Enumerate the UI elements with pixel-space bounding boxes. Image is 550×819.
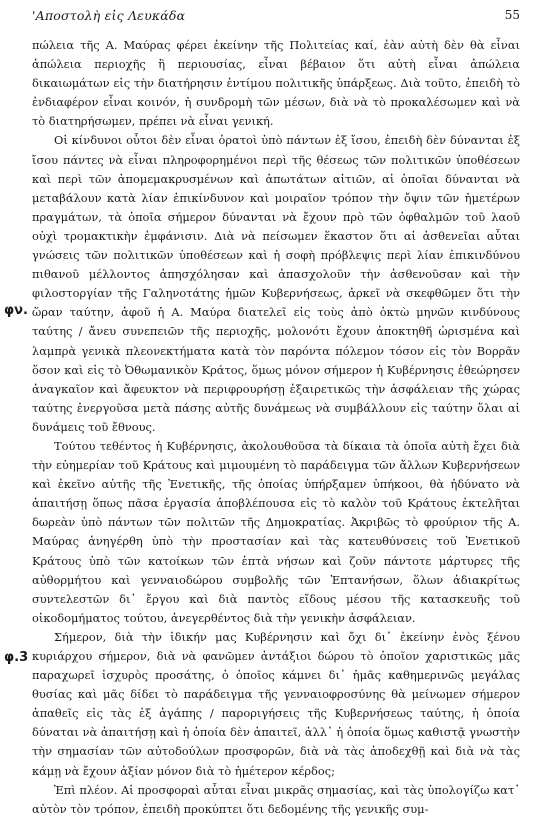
body-text bbox=[32, 36, 520, 819]
paragraph: Ἐπὶ πλέον. Αἱ προσφοραὶ αὗται εἶναι μικρᾶς σημασίας, καὶ τὰς ὑπολογίζω κατ᾽ αὐτὸν τὸν τρόπον, ἐπειδὴ προκύπτει ὅτι δεδομένης τῆς γενικῆς συμ- bbox=[32, 782, 520, 816]
paragraph: Σήμερον, διὰ τὴν ἰδικήν μας Κυβέρνησιν καὶ ὄχι δι᾽ ἐκείνην ἑνὸς ξένου κυριάρχου σήμερον, διὰ νὰ φανῶμεν ἀντάξιοι δώρου τὸ ὁποῖον χαριστικῶς μᾶς παραχωρεῖ ἰσχυρὸς προσάτης, ὁ ὁποῖος κάμνει δι᾽ ἡμᾶς καθημερινῶς μεγάλας θυσίας καὶ μᾶς δίδει τὸ παράδειγμα τῆς γενναιοφροσύνης θὰ μείνωμεν σήμερον ἀπαθεῖς εἰς τὰς ἐξ ἀγάπης / παροριγήσεις τῆς Κυβερνήσεως ταύτης, ἡ ὁποία δύναται νὰ ἀπαιτήσῃ καὶ ἡ ὁποία δὲν ἀπαιτεῖ, ἀλλ᾽ ἡ ὁποία ὅμως καθιστᾷ γνωστὴν τὴν σημασίαν τῶν αὐτοδούλων προσφορῶν, διὰ νὰ τὰς ἀποδεχθῇ καὶ διὰ νὰ τὰς κάμῃ νὰ ἔχουν ἀξίαν μόνον διὰ τὸ ἡμέτερον κέρδος; bbox=[32, 629, 520, 778]
paragraph: πώλεια τῆς Α. Μαύρας φέρει ἐκείνην τῆς Πολιτείας καί, ἐὰν αὐτὴ δὲν θὰ εἶναι ἀπώλεια περιοχῆς ἢ περιουσίας, εἶναι βέβαιον ὅτι αὐτὴ εἶναι ἀπώλεια δικαιωμάτων εἰς τὴν διατήρησιν ἐντίμου πολιτικῆς ὑπάρξεως. Διὰ τοῦτο, ἐπειδὴ τὸ ἐνδιαφέρον εἶναι κοινόν, ἡ συνδρομὴ τῶν μέσων, διὰ νὰ τὸ προκαλέσωμεν καὶ νὰ τὸ διατηρήσωμεν, πρέπει νὰ εἶναι γενική. bbox=[32, 38, 520, 129]
running-title: 'Αποστολὴ εἰς Λευκάδα bbox=[32, 8, 186, 23]
paragraph: Τούτου τεθέντος ἡ Κυβέρνησις, ἀκολουθοῦσα τὰ δίκαια τὰ ὁποῖα αὐτὴ ἔχει διὰ τὴν εὐημερίαν τοῦ Κράτους καὶ μιμουμένη τὸ παράδειγμα τῶν ἄλλων Κυβερνήσεων καὶ ἐκεῖνο αὐτῆς τῆς Ἐνετικῆς, τῆς ὁποίας ὑπήρξαμεν ὑπήκοοι, θὰ ἠδύνατο νὰ ἀπαιτήσῃ ὅπως πᾶσα ἐργασία ἀποβλέπουσα εἰς τὸ καλὸν τοῦ Κράτους ἐκτελῆται δωρεὰν ὑπὸ πάντων τῶν πολιτῶν τῆς Δημοκρατίας. Ἀκριβῶς τὸ φρούριον τῆς Α. Μαύρας ἀνηγέρθη ὑπὸ τὴν προστασίαν καὶ τὰς κατευθύνσεις τοῦ Ἐνετικοῦ Κράτους ὑπὸ τῶν κατοίκων τῶν ἑπτὰ νήσων καὶ ζοῦν πάντοτε μάρτυρες τῆς αὐθορμήτου καὶ γενναιοδώρου συμβολῆς τῶν Ἑπτανήσων, ὅλων ἀδιακρίτως συντελεστῶν δι᾽ ἔργου καὶ διὰ παντὸς εἴδους μέσου τῆς κατασκευῆς τοῦ οἰκοδομήματος τούτου, ἀνεγερθέντος διὰ τὴν γενικὴν ἀσφάλειαν. bbox=[32, 438, 520, 625]
margin-note-folio: φ.3 bbox=[4, 650, 29, 665]
margin-note-folio: φν. bbox=[4, 303, 28, 318]
running-header bbox=[32, 8, 520, 28]
page-number: 55 bbox=[504, 8, 520, 22]
paragraph: Οἱ κίνδυνοι οὗτοι δὲν εἶναι ὁρατοὶ ὑπὸ πάντων ἐξ ἴσου, ἐπειδὴ δὲν δύνανται ἐξ ἴσου πάντες νὰ εἶναι πληροφορημένοι περὶ τῆς θέσεως τῶν πολιτικῶν ὑποθέσεων καὶ περὶ τῶν ἀπομεμακρυσμένων καὶ ἀπωτάτων αἰτιῶν, αἱ ὁποῖαι δύνανται νὰ μεταβάλουν κατὰ λίαν ἐπικίνδυνον καὶ μοιραῖον τρόπον τὴν ὄψιν τῶν ἡμετέρων πραγμάτων, τὰ ὁποῖα σήμερον δύνανται νὰ ἔχουν πρὸ τῶν ὀφθαλμῶν τοῦ λαοῦ οὐχὶ τρομακτικὴν ἐμφάνισιν. Διὰ νὰ πείσωμεν ἕκαστον ὅτι αἱ ἀσθενεῖαι αὗται γνώσεις τῶν πολιτικῶν ὑποθέσεων καὶ ἡ σοφὴ πρόβλεψις περὶ λίαν ἐπικινδύνου πιθανοῦ μέλλοντος ἀπησχόλησαν καὶ ἀπασχολοῦν τὴν ἀσθενοῦσαν καὶ τὴν φιλοστοργίαν τῆς Γαληνοτάτης ἡμῶν Κυβερνήσεως, ἀρκεῖ νὰ σκεφθῶμεν ὅτι τὴν ὥραν ταύτην, ἀφοῦ ἡ Α. Μαύρα διατελεῖ εἰς τοὺς ἀπὸ ὀκτὼ μηνῶν κινδύνους ταύτης / ἄνευ συνεπειῶν τῆς περιοχῆς, μολονότι ἔχουν ἀποκτηθῆ ὡρισμένα καὶ λαμπρὰ γενικὰ πλεονεκτήματα κατὰ τὸν παρόντα πόλεμον τόσον εἰς τὸν Βορρᾶν ὅσον καὶ εἰς τὸ Ὀθωμανικὸν Κράτος, ὅμως μόνον σήμερον ἡ Κυβέρνησις ἐθεώρησεν ἀναγκαῖον καὶ ἄφευκτον νὰ περιφρουρήσῃ ἐξαιρετικῶς τὴν ἀσφάλειαν τῆς χώρας ταύτης ἐνεργοῦσα μετὰ πάσης αὐτῆς δυνάμεως νὰ συμβάλλουν εἰς ταύτην ὅλαι αἱ δυνάμεις τοῦ ἔθνους. bbox=[32, 133, 520, 434]
